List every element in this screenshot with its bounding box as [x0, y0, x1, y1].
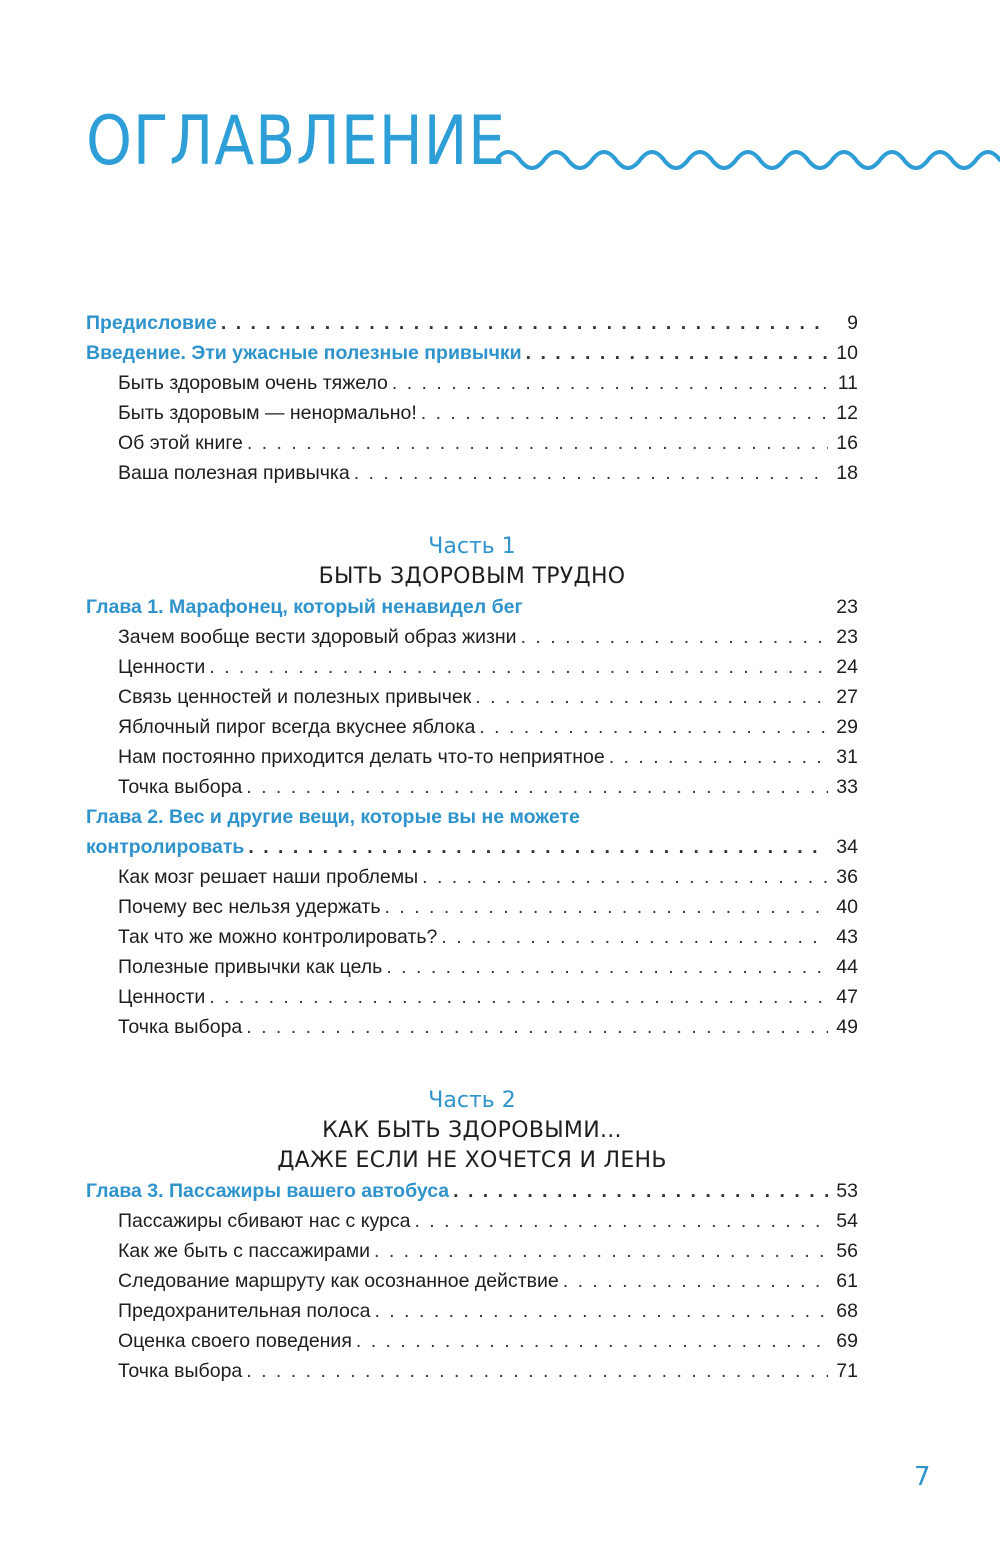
dot-leader: [246, 772, 828, 802]
toc-entry-chapter-1[interactable]: [86, 592, 858, 622]
toc-entry-title: Почему вес нельзя удержать: [118, 896, 381, 918]
toc-entry-page: 69: [836, 1330, 858, 1352]
toc-entry-title: Нам постоянно приходится делать что-то неприятное: [118, 746, 605, 768]
toc-entry-title: Яблочный пирог всегда вкуснее яблока: [118, 716, 476, 738]
toc-entry-title: Ценности: [118, 986, 206, 1008]
dot-leader: [374, 1236, 828, 1266]
wave-decoration-icon: [496, 138, 1000, 174]
toc-subentry[interactable]: [86, 1012, 858, 1042]
dot-leader: [414, 1206, 828, 1236]
toc-entry-page: 68: [836, 1300, 858, 1322]
dot-leader: [422, 862, 828, 892]
spacer: [86, 1042, 858, 1072]
toc-entry-page: 34: [836, 836, 858, 858]
toc-subentry[interactable]: [86, 428, 858, 458]
toc-entry-title: Об этой книге: [118, 432, 243, 454]
toc-entry-page: 40: [836, 896, 858, 918]
toc-entry-page: 54: [836, 1210, 858, 1232]
dot-leader: [356, 1326, 828, 1356]
toc-subentry[interactable]: [86, 1236, 858, 1266]
toc-entry-title: Предохранительная полоса: [118, 1300, 371, 1322]
toc-entry-page: 33: [836, 776, 858, 798]
toc-entry-page: 16: [836, 432, 858, 454]
toc-entry-chapter-3[interactable]: [86, 1176, 858, 1206]
dot-leader: [209, 652, 828, 682]
part-label: Часть 2: [428, 1088, 516, 1113]
toc-entry-title: Полезные привычки как цель: [118, 956, 383, 978]
toc-entry-page: 10: [836, 342, 858, 364]
dot-leader: [526, 338, 828, 368]
toc-entry-title: Предисловие: [86, 312, 217, 334]
dot-leader: [521, 622, 828, 652]
spacer: [86, 518, 858, 532]
page-title: ОГЛАВЛЕНИЕ: [86, 102, 506, 181]
toc-entry-page: 23: [836, 596, 858, 618]
toc-entry-title: Точка выбора: [118, 1360, 243, 1382]
toc-entry-page: 27: [836, 686, 858, 708]
dot-leader: [453, 1176, 828, 1206]
dot-leader: [248, 832, 828, 862]
toc-entry-title: Ваша полезная привычка: [118, 462, 350, 484]
toc-entry-intro[interactable]: [86, 338, 858, 368]
toc-entry-page: 23: [836, 626, 858, 648]
toc-entry-page: 53: [836, 1180, 858, 1202]
toc-entry-page: 56: [836, 1240, 858, 1262]
toc-entry-page: 31: [836, 746, 858, 768]
toc-subentry[interactable]: [86, 1266, 858, 1296]
toc-entry-chapter-2[interactable]: [86, 832, 858, 862]
toc-subentry[interactable]: [86, 892, 858, 922]
dot-leader: [246, 1356, 828, 1386]
toc-subentry[interactable]: [86, 1206, 858, 1236]
dot-leader: [392, 368, 828, 398]
toc-subentry[interactable]: [86, 1356, 858, 1386]
toc-entry-title: Быть здоровым — ненормально!: [118, 402, 417, 424]
toc-entry-title: контролировать: [86, 836, 245, 858]
page-number: 7: [914, 1462, 931, 1492]
toc-entry-title: Как же быть с пассажирами: [118, 1240, 370, 1262]
dot-leader: [609, 742, 828, 772]
toc-subentry[interactable]: [86, 682, 858, 712]
toc-subentry[interactable]: [86, 1296, 858, 1326]
toc-entry-title: Как мозг решает наши проблемы: [118, 866, 419, 888]
toc-entry-page: 24: [836, 656, 858, 678]
toc-entry-page: 36: [836, 866, 858, 888]
toc-entry-title: Зачем вообще вести здоровый образ жизни: [118, 626, 517, 648]
toc-entry-title: Связь ценностей и полезных привычек: [118, 686, 472, 708]
toc-entry-title: Так что же можно контролировать?: [118, 926, 438, 948]
table-of-contents: [86, 308, 858, 1386]
toc-entry-title: Введение. Эти ужасные полезные привычки: [86, 342, 522, 364]
dot-leader: [479, 712, 828, 742]
toc-subentry[interactable]: [86, 712, 858, 742]
toc-entry-title: Ценности: [118, 656, 206, 678]
toc-entry-page: 29: [836, 716, 858, 738]
dot-leader: [209, 982, 828, 1012]
toc-entry-page: 61: [836, 1270, 858, 1292]
toc-subentry[interactable]: [86, 982, 858, 1012]
toc-subentry[interactable]: [86, 742, 858, 772]
dot-leader: [441, 922, 828, 952]
toc-entry-title: Глава 1. Марафонец, который ненавидел бег: [86, 596, 523, 618]
toc-entry-page: 49: [836, 1016, 858, 1038]
dot-leader: [421, 398, 828, 428]
part-name: КАК БЫТЬ ЗДОРОВЫМИ...: [322, 1118, 622, 1143]
toc-subentry[interactable]: [86, 772, 858, 802]
toc-entry-title: Следование маршруту как осознанное действие: [118, 1270, 559, 1292]
part-name: ДАЖЕ ЕСЛИ НЕ ХОЧЕТСЯ И ЛЕНЬ: [277, 1148, 667, 1173]
part-label: Часть 1: [428, 534, 516, 559]
toc-subentry[interactable]: [86, 1326, 858, 1356]
toc-subentry[interactable]: [86, 622, 858, 652]
toc-entry-title: Пассажиры сбивают нас с курса: [118, 1210, 411, 1232]
toc-subentry[interactable]: [86, 398, 858, 428]
part-name: БЫТЬ ЗДОРОВЫМ ТРУДНО: [318, 564, 626, 589]
toc-entry-preface[interactable]: [86, 308, 858, 338]
toc-entry-page: 12: [836, 402, 858, 424]
dot-leader: [221, 308, 828, 338]
dot-leader: [385, 892, 828, 922]
toc-entry-title: Точка выбора: [118, 776, 243, 798]
toc-entry-page: 47: [836, 986, 858, 1008]
toc-subentry[interactable]: [86, 458, 858, 488]
toc-entry-title: Глава 3. Пассажиры вашего автобуса: [86, 1180, 450, 1202]
toc-subentry[interactable]: [86, 652, 858, 682]
spacer: [86, 1072, 858, 1086]
toc-entry-page: 9: [847, 312, 858, 334]
toc-subentry[interactable]: [86, 368, 858, 398]
spacer: [86, 488, 858, 518]
toc-entry-page: 71: [836, 1360, 858, 1382]
toc-entry-title: Точка выбора: [118, 1016, 243, 1038]
toc-entry-page: 11: [837, 372, 858, 394]
toc-entry-chapter-2-title[interactable]: Глава 2. Вес и другие вещи, которые вы не можете: [86, 806, 580, 828]
dot-leader: [246, 1012, 828, 1042]
toc-entry-title: Быть здоровым очень тяжело: [118, 372, 388, 394]
dot-leader: [475, 682, 828, 712]
dot-leader: [354, 458, 828, 488]
dot-leader: [386, 952, 828, 982]
dot-leader: [247, 428, 828, 458]
toc-subentry[interactable]: [86, 922, 858, 952]
toc-entry-page: 44: [836, 956, 858, 978]
toc-entry-page: 43: [836, 926, 858, 948]
toc-entry-page: 18: [836, 462, 858, 484]
toc-subentry[interactable]: [86, 862, 858, 892]
dot-leader: [563, 1266, 828, 1296]
toc-entry-title: Оценка своего поведения: [118, 1330, 352, 1352]
toc-subentry[interactable]: [86, 952, 858, 982]
dot-leader: [374, 1296, 828, 1326]
